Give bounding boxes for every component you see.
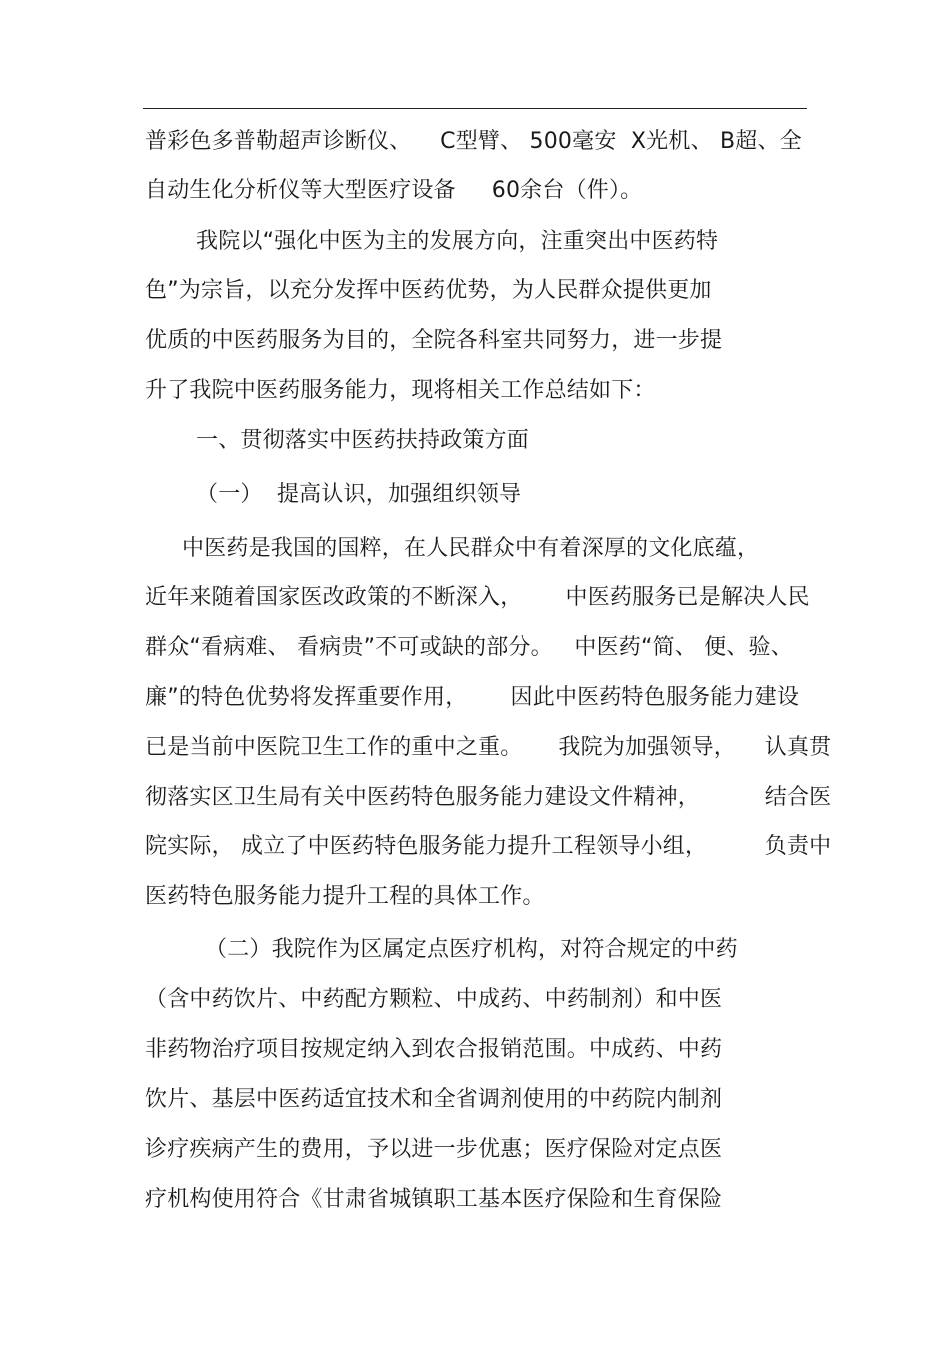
text-line: 饮片、基层中医药适宜技术和全省调剂使用的中药院内制剂: [145, 1087, 723, 1112]
text-line: 我院以“强化中医为主的发展方向，注重突出中医药特: [196, 229, 719, 254]
text-line: 普彩色多普勒超声诊断仪、 C型臂、 500毫安 X光机、 B超、全: [145, 129, 802, 154]
text-line: 中医药是我国的国粹，在人民群众中有着深厚的文化底蕴，: [182, 536, 760, 561]
text-line: 升了我院中医药服务能力，现将相关工作总结如下：: [145, 378, 656, 403]
text-line: 色”为宗旨，以充分发挥中医药优势，为人民群众提供更加: [145, 278, 712, 303]
section-heading: 一、贯彻落实中医药扶持政策方面: [196, 428, 530, 453]
text-line: 彻落实区卫生局有关中医药特色服务能力建设文件精神， 结合医: [145, 785, 832, 810]
text-line: 诊疗疾病产生的费用，予以进一步优惠；医疗保险对定点医: [145, 1137, 723, 1162]
text-line: 疗机构使用符合《甘肃省城镇职工基本医疗保险和生育保险: [145, 1187, 723, 1212]
text-line: 院实际， 成立了中医药特色服务能力提升工程领导小组， 负责中: [145, 834, 832, 859]
text-line: 医药特色服务能力提升工程的具体工作。: [145, 884, 545, 909]
header-rule: [143, 108, 807, 109]
text-line: 非药物治疗项目按规定纳入到农合报销范围。中成药、中药: [145, 1037, 723, 1062]
text-line: 近年来随着国家医改政策的不断深入， 中医药服务已是解决人民: [145, 585, 810, 610]
text-line: 廉”的特色优势将发挥重要作用， 因此中医药特色服务能力建设: [145, 685, 800, 710]
text-line: 自动生化分析仪等大型医疗设备 60余台（件）。: [145, 178, 643, 203]
text-line: 已是当前中医院卫生工作的重中之重。 我院为加强领导， 认真贯: [145, 735, 832, 760]
text-line: 群众“看病难、 看病贵”不可或缺的部分。 中医药“简、 便、验、: [145, 635, 793, 660]
text-line: 优质的中医药服务为目的，全院各科室共同努力，进一步提: [145, 328, 723, 353]
subsection-heading: （一） 提高认识，加强组织领导: [196, 482, 522, 507]
text-line: （二）我院作为区属定点医疗机构，对符合规定的中药: [205, 937, 738, 962]
text-line: （含中药饮片、中药配方颗粒、中成药、中药制剂）和中医: [145, 987, 723, 1012]
